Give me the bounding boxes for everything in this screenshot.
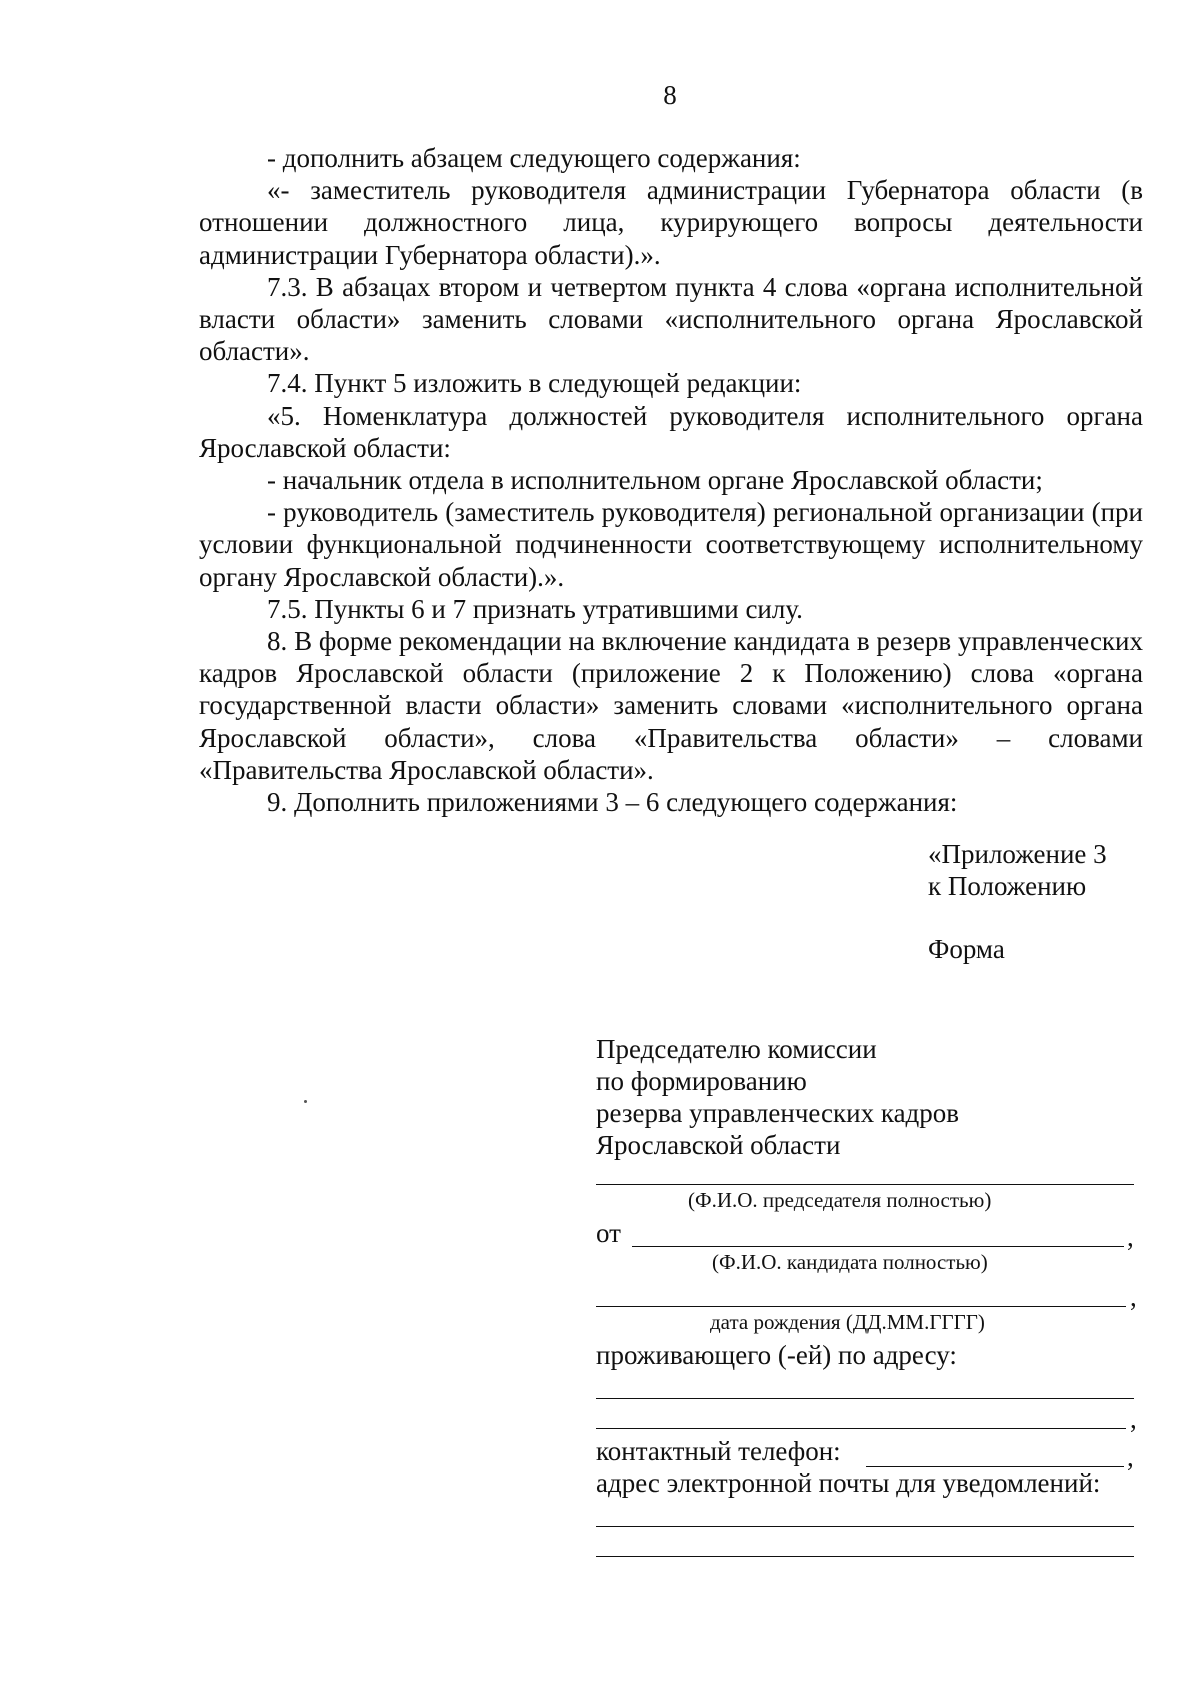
- candidate-name-line[interactable]: [632, 1246, 1124, 1247]
- addressee-line: Ярославской области: [596, 1130, 841, 1160]
- addressee-line: по формированию: [596, 1066, 807, 1096]
- paragraph: 9. Дополнить приложениями 3 – 6 следующего содержания:: [267, 787, 958, 818]
- addressee-line: Председателю комиссии: [596, 1034, 877, 1064]
- phone-label: контактный телефон:: [596, 1436, 841, 1466]
- birthdate-caption: дата рождения (ДД.ММ.ГГГГ): [710, 1310, 985, 1334]
- from-label: от: [596, 1218, 621, 1248]
- paragraph: 7.3. В абзацах втором и четвертом пункта 4 слова «органа исполнительной власти области» заменить словами «исполнительного органа Ярославской области».: [199, 271, 1143, 367]
- paragraph: - дополнить абзацем следующего содержания:: [267, 143, 801, 173]
- address-line-2[interactable]: [596, 1428, 1126, 1429]
- comma: ,: [1130, 1404, 1137, 1434]
- chairman-name-line[interactable]: [596, 1184, 1134, 1185]
- comma: ,: [1130, 1282, 1137, 1312]
- paragraph: «5. Номенклатура должностей руководителя исполнительного органа Ярославской области:: [199, 400, 1143, 463]
- comma: ,: [1127, 1442, 1134, 1472]
- addressee-block: [596, 1033, 1136, 1161]
- address-label: проживающего (-ей) по адресу:: [596, 1340, 957, 1370]
- document-body: [199, 142, 1143, 818]
- paragraph: 8. В форме рекомендации на включение кандидата в резерв управленческих кадров Ярославской области (приложение 2 к Положению) слова «органа государственной власти области» заменить словами «исполнительного органа Ярославской области», слова «Правительства области» – словами «Правительства Ярославской области».: [199, 626, 1143, 785]
- form-label: Форма: [928, 934, 1005, 964]
- email-line-1[interactable]: [596, 1526, 1134, 1527]
- email-label: адрес электронной почты для уведомлений:: [596, 1468, 1101, 1498]
- phone-line[interactable]: [866, 1466, 1124, 1467]
- address-line-1[interactable]: [596, 1398, 1134, 1399]
- paragraph: «- заместитель руководителя администрации Губернатора области (в отношении должностного лица, курирующего вопросы деятельности администрации Губернатора области).».: [199, 175, 1143, 270]
- paragraph: 7.4. Пункт 5 изложить в следующей редакции:: [267, 368, 802, 399]
- addressee-line: резерва управленческих кадров: [596, 1098, 960, 1128]
- appendix-number: «Приложение 3: [928, 839, 1107, 869]
- appendix-heading: [928, 838, 1107, 902]
- comma: ,: [1127, 1222, 1134, 1252]
- chairman-name-caption: (Ф.И.О. председателя полностью): [688, 1188, 992, 1212]
- scan-speck: [304, 1100, 307, 1103]
- email-line-2[interactable]: [596, 1556, 1134, 1557]
- paragraph: - начальник отдела в исполнительном органе Ярославской области;: [267, 465, 1043, 496]
- paragraph: 7.5. Пункты 6 и 7 признать утратившими силу.: [267, 593, 803, 624]
- page-number: 8: [663, 80, 677, 110]
- paragraph: - руководитель (заместитель руководителя) региональной организации (при условии функциональной подчиненности соответствующему исполнительному органу Ярославской области).».: [199, 497, 1143, 592]
- candidate-name-caption: (Ф.И.О. кандидата полностью): [712, 1250, 988, 1274]
- appendix-reference: к Положению: [928, 871, 1087, 901]
- birthdate-line[interactable]: [596, 1306, 1126, 1307]
